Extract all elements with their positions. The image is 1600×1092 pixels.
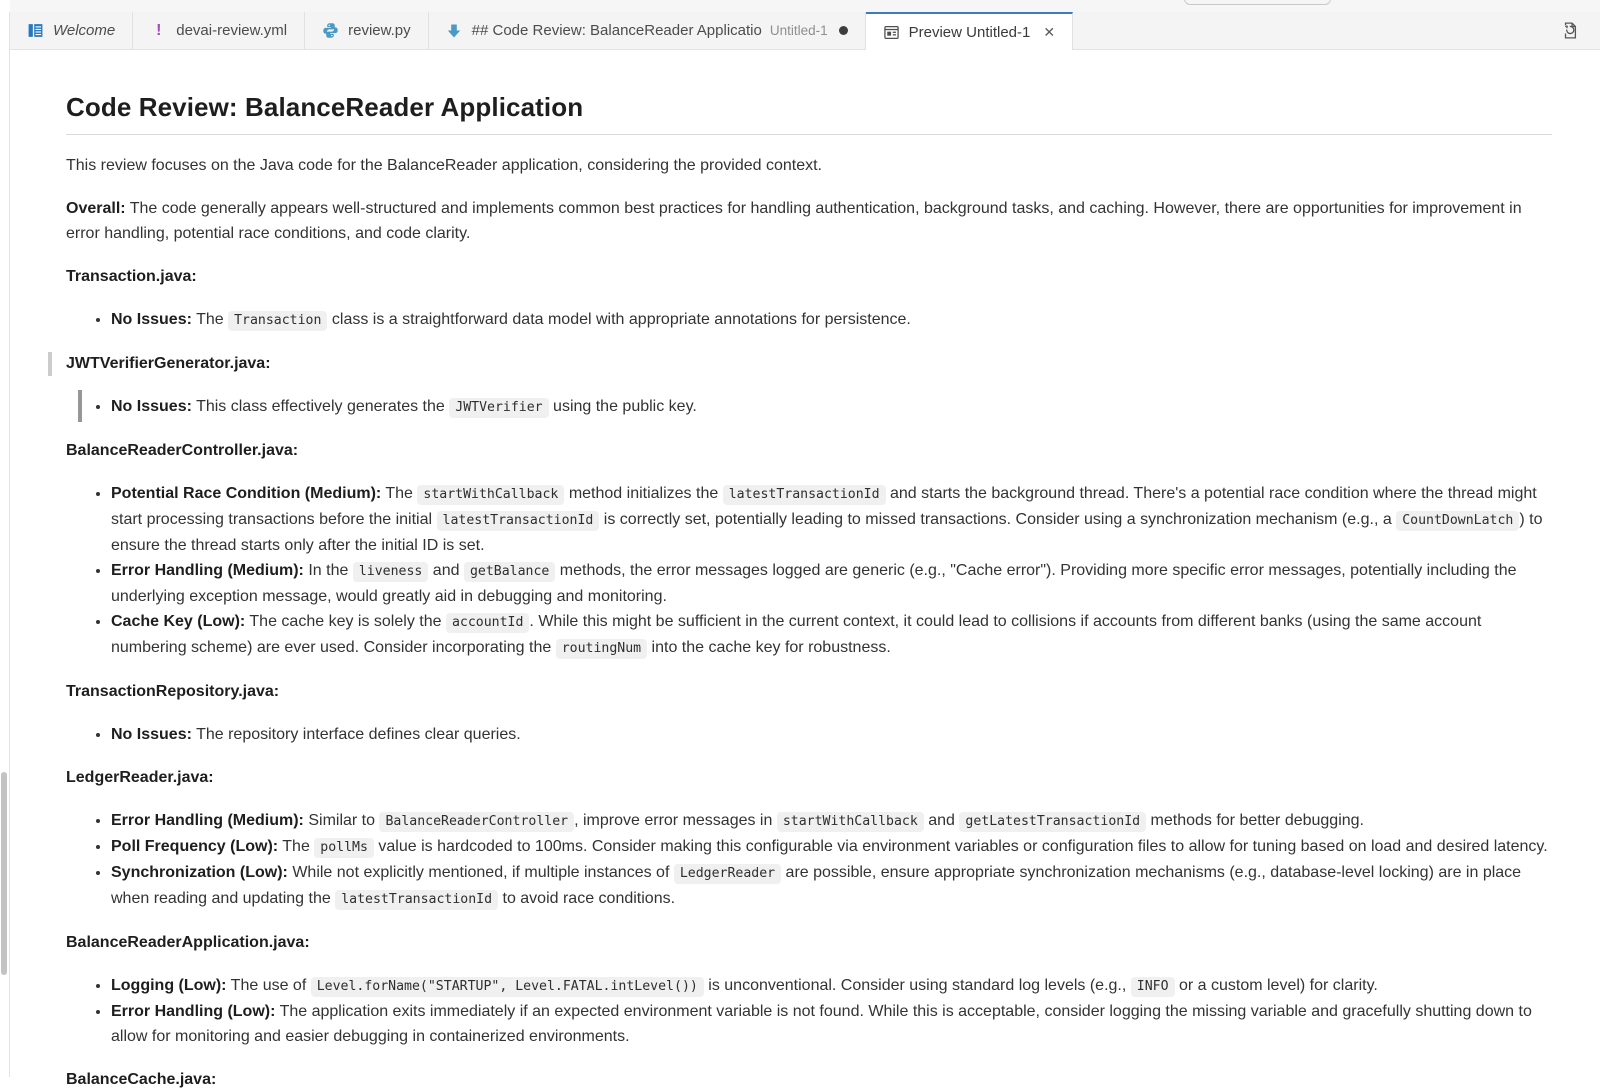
text-run: While not explicitly mentioned, if multiple instances of	[287, 864, 674, 881]
text-run: is unconventional. Consider using standard log levels (e.g.,	[703, 977, 1131, 994]
doc-section-heading: BalanceReaderApplication.java:	[66, 934, 310, 951]
bold-text: Cache Key (Low):	[111, 613, 246, 630]
text-run: and	[923, 812, 960, 829]
doc-list	[66, 394, 1552, 420]
text-run: . While this might be sufficient in the current context, it could lead to collisions if accounts from different banks (using the same account numbering scheme) are ever used. Consider incorporating the	[111, 613, 1482, 656]
dirty-indicator-icon[interactable]	[839, 26, 848, 35]
doc-list-item	[111, 609, 1552, 661]
inline-code: startWithCallback	[777, 812, 924, 832]
left-scrollbar[interactable]	[1, 772, 7, 975]
doc-section-heading: Transaction.java:	[66, 268, 197, 285]
text-run: methods for better debugging.	[1146, 812, 1364, 829]
tab-label: Welcome	[53, 22, 116, 39]
text-run: Similar to	[303, 812, 380, 829]
text-run: are possible, ensure appropriate synchronization mechanisms (e.g., database-level locking) are in place when reading and updating the	[111, 864, 1522, 907]
tab-preview-untitled-1[interactable]	[866, 12, 1073, 50]
tab-label: devai-review.yml	[176, 22, 288, 39]
text-run: This review focuses on the Java code for the BalanceReader application, considering the provided context.	[66, 157, 822, 174]
text-run: The application exits immediately if an expected environment variable is not found. While this is acceptable, consider logging the missing variable and gracefully shutting down to allow for monitoring and easier debugging in containerized environments.	[111, 1003, 1532, 1045]
text-run: ) to ensure the thread starts only after the initial ID is set.	[111, 511, 1543, 554]
text-run: The	[381, 485, 418, 502]
doc-list	[66, 973, 1552, 1049]
inline-code: latestTransactionId	[723, 485, 886, 505]
text-run: or a custom level) for clarity.	[1174, 977, 1378, 994]
bold-text: No Issues:	[111, 398, 192, 415]
text-run: using the public key.	[548, 398, 697, 415]
active-line-marker	[48, 352, 52, 376]
inline-code: CountDownLatch	[1396, 511, 1519, 531]
inline-code: Transaction	[228, 311, 327, 331]
doc-paragraph	[66, 153, 1552, 178]
doc-list-item	[111, 999, 1552, 1049]
markdown-document	[10, 50, 1600, 1092]
text-run: This class effectively generates the	[191, 398, 450, 415]
inline-code: liveness	[353, 562, 429, 582]
text-run: In the	[303, 562, 353, 579]
tab-review-py[interactable]	[305, 12, 429, 49]
text-run: methods, the error messages logged are generic (e.g., "Cache error"). Providing more specific error messages, potentially including the underlying exception message, would greatly aid in debugging and monitoring.	[111, 562, 1517, 605]
tab-devai-review-yml[interactable]	[133, 12, 305, 49]
page-title: Code Review: BalanceReader Application	[66, 90, 1552, 135]
doc-section-heading: TransactionRepository.java:	[66, 683, 280, 700]
text-run: value is hardcoded to 100ms. Consider making this configurable via environment variables or configuration files to allow for tuning based on load and desired latency.	[373, 838, 1548, 855]
text-run: and starts the background thread. There's a potential race condition where the thread might start processing transactions before the initial	[111, 485, 1537, 528]
inline-code: getBalance	[464, 562, 555, 582]
bold-text: Logging (Low):	[111, 977, 227, 994]
doc-list-item	[111, 394, 1552, 420]
inline-code: JWTVerifier	[449, 398, 548, 418]
bold-text: Error Handling (Medium):	[111, 562, 304, 579]
text-run: method initializes the	[564, 485, 723, 502]
doc-section-heading: BalanceReaderController.java:	[66, 442, 299, 459]
text-run: , improve error messages in	[574, 812, 777, 829]
text-run: The code generally appears well-structured and implements common best practices for handling authentication, background tasks, and caching. However, there are opportunities for improvement in error handling, potential race conditions, and code clarity.	[66, 200, 1522, 242]
command-center-edge	[1184, 0, 1331, 5]
editor-tab-bar	[10, 12, 1600, 50]
inline-code: latestTransactionId	[335, 890, 498, 910]
bold-text: No Issues:	[111, 311, 192, 328]
doc-list-item	[111, 722, 1552, 747]
python-icon	[322, 22, 339, 39]
bold-text: Poll Frequency (Low):	[111, 838, 279, 855]
inline-code: routingNum	[556, 639, 647, 659]
preview-icon	[883, 24, 900, 41]
markdown-preview-pane[interactable]	[10, 50, 1600, 1088]
inline-code: INFO	[1131, 977, 1175, 997]
active-line-marker	[78, 390, 82, 422]
doc-section-heading: LedgerReader.java:	[66, 769, 214, 786]
text-run: and	[428, 562, 464, 579]
doc-list	[66, 722, 1552, 747]
doc-paragraph	[66, 196, 1552, 246]
inline-code: getLatestTransactionId	[959, 812, 1146, 832]
doc-list-item	[111, 307, 1552, 333]
doc-list-item	[111, 558, 1552, 609]
bold-text: Error Handling (Medium):	[111, 812, 304, 829]
bold-text: Potential Race Condition (Medium):	[111, 485, 382, 502]
markdown-icon	[446, 22, 463, 39]
doc-section-heading: BalanceCache.java:	[66, 1071, 217, 1088]
show-source-icon[interactable]	[1559, 21, 1578, 40]
doc-section-heading: JWTVerifierGenerator.java:	[66, 351, 1552, 376]
text-run: is correctly set, potentially leading to missed transactions. Consider using a synchronization mechanism (e.g., a	[599, 511, 1397, 528]
doc-list	[66, 808, 1552, 912]
bold-text: Overall:	[66, 200, 126, 217]
inline-code: Level.forName("STARTUP", Level.FATAL.intLevel())	[311, 977, 704, 997]
close-icon[interactable]: ✕	[1043, 24, 1056, 40]
doc-list-item	[111, 834, 1552, 860]
inline-code: LedgerReader	[674, 864, 781, 884]
doc-list	[66, 481, 1552, 661]
titlebar	[10, 0, 1600, 12]
doc-list-item	[111, 481, 1552, 558]
welcome-icon	[27, 22, 44, 39]
inline-code: latestTransactionId	[437, 511, 600, 531]
inline-code: accountId	[446, 613, 529, 633]
text-run: The use of	[226, 977, 311, 994]
text-run: The	[278, 838, 315, 855]
tab-bar-filler	[1073, 12, 1600, 49]
text-run: to avoid race conditions.	[498, 890, 676, 907]
doc-list	[66, 307, 1552, 333]
tab-label: review.py	[348, 22, 411, 39]
text-run: class is a straightforward data model with appropriate annotations for persistence.	[327, 311, 911, 328]
inline-code: startWithCallback	[417, 485, 564, 505]
doc-list-item	[111, 973, 1552, 999]
text-run: into the cache key for robustness.	[647, 639, 891, 656]
doc-list-item	[111, 808, 1552, 834]
bold-text: Error Handling (Low):	[111, 1003, 276, 1020]
tab-code-review-balancereader-applicatio[interactable]	[429, 12, 866, 49]
yaml-icon: !	[156, 21, 162, 39]
inline-code: pollMs	[314, 838, 374, 858]
bold-text: Synchronization (Low):	[111, 864, 288, 881]
text-run: The repository interface defines clear queries.	[191, 726, 521, 743]
doc-list-item	[111, 860, 1552, 912]
tab-description: Untitled-1	[769, 23, 828, 38]
inline-code: BalanceReaderController	[379, 812, 574, 832]
tab-label: ## Code Review: BalanceReader Applicatio	[471, 22, 762, 39]
bold-text: No Issues:	[111, 726, 192, 743]
text-run: The cache key is solely the	[245, 613, 446, 630]
tab-welcome[interactable]	[10, 12, 133, 49]
text-run: The	[191, 311, 229, 328]
tab-label: Preview Untitled-1	[908, 23, 1031, 41]
